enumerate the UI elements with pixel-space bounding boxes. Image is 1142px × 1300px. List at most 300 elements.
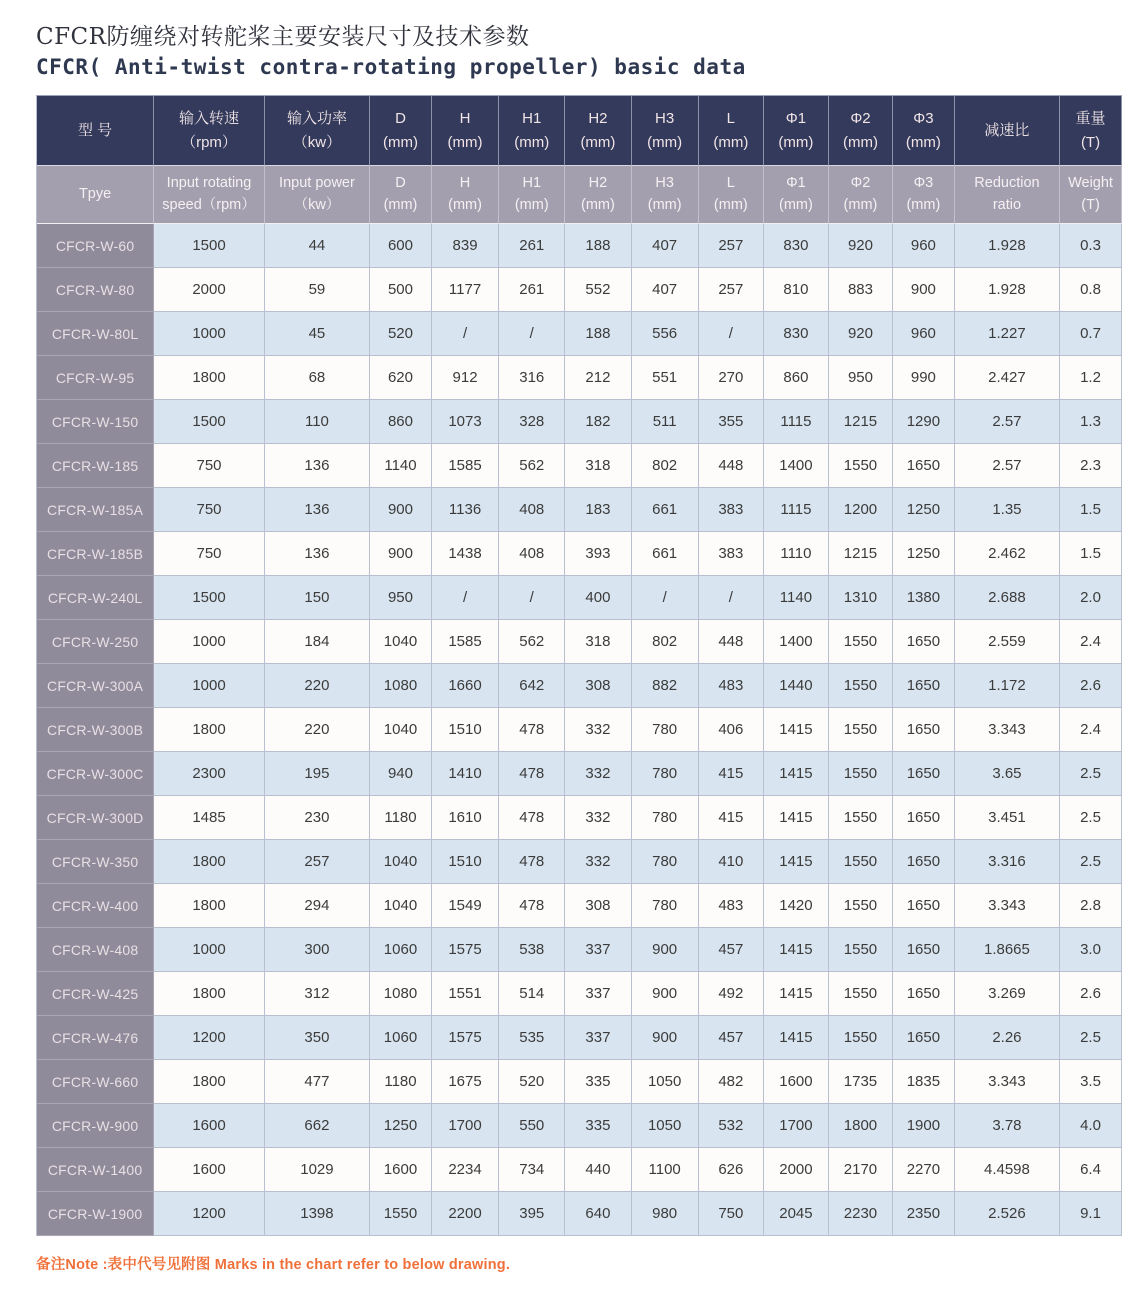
cell-d: 1040 (370, 840, 432, 884)
cell-l: 410 (699, 840, 764, 884)
cell-power: 136 (265, 532, 370, 576)
col-header-h-en: H (mm) (432, 166, 499, 224)
cell-ratio: 1.928 (955, 268, 1060, 312)
cell-ratio: 1.227 (955, 312, 1060, 356)
cell-weight: 6.4 (1060, 1148, 1122, 1192)
cell-h2: 337 (565, 972, 631, 1016)
cell-h2: 308 (565, 884, 631, 928)
row-type-label: CFCR-W-300B (37, 708, 154, 752)
cell-power: 294 (265, 884, 370, 928)
col-header-type-zh: 型 号 (37, 96, 154, 166)
cell-phi1: 1140 (764, 576, 829, 620)
cell-phi2: 1550 (829, 708, 893, 752)
cell-h: 2234 (432, 1148, 499, 1192)
cell-speed: 1200 (154, 1192, 265, 1236)
col-header-power-en: Input power （kw） (265, 166, 370, 224)
cell-power: 1029 (265, 1148, 370, 1192)
row-type-label: CFCR-W-240L (37, 576, 154, 620)
cell-h1: 550 (499, 1104, 565, 1148)
cell-phi3: 1650 (893, 1016, 955, 1060)
cell-ratio: 1.928 (955, 224, 1060, 268)
cell-h2: 182 (565, 400, 631, 444)
cell-d: 1140 (370, 444, 432, 488)
cell-l: 448 (699, 444, 764, 488)
row-type-label: CFCR-W-900 (37, 1104, 154, 1148)
cell-h: 1585 (432, 620, 499, 664)
table-row (37, 664, 1122, 708)
cell-ratio: 3.316 (955, 840, 1060, 884)
table-row (37, 1104, 1122, 1148)
cell-l: / (699, 312, 764, 356)
footnote: 备注Note :表中代号见附图 Marks in the chart refer to below drawing. (36, 1257, 511, 1273)
cell-weight: 2.6 (1060, 972, 1122, 1016)
row-type-label: CFCR-W-250 (37, 620, 154, 664)
cell-h: 1551 (432, 972, 499, 1016)
cell-h: 1136 (432, 488, 499, 532)
cell-speed: 1800 (154, 356, 265, 400)
row-type-label: CFCR-W-80 (37, 268, 154, 312)
table-row (37, 532, 1122, 576)
cell-h3: 661 (632, 532, 699, 576)
cell-h3: 900 (632, 972, 699, 1016)
cell-power: 220 (265, 708, 370, 752)
row-type-label: CFCR-W-1400 (37, 1148, 154, 1192)
cell-h1: 562 (499, 444, 565, 488)
cell-d: 1550 (370, 1192, 432, 1236)
cell-l: 482 (699, 1060, 764, 1104)
cell-power: 150 (265, 576, 370, 620)
cell-weight: 2.5 (1060, 796, 1122, 840)
cell-h3: 780 (632, 708, 699, 752)
cell-power: 45 (265, 312, 370, 356)
cell-h2: 335 (565, 1104, 631, 1148)
row-type-label: CFCR-W-408 (37, 928, 154, 972)
header-row-zh (37, 96, 1122, 166)
cell-power: 220 (265, 664, 370, 708)
cell-d: 1180 (370, 796, 432, 840)
cell-h3: 511 (632, 400, 699, 444)
cell-ratio: 3.269 (955, 972, 1060, 1016)
cell-h2: 212 (565, 356, 631, 400)
cell-h1: 395 (499, 1192, 565, 1236)
cell-h1: 408 (499, 532, 565, 576)
table-row (37, 1060, 1122, 1104)
cell-h: 1549 (432, 884, 499, 928)
cell-h: 1510 (432, 840, 499, 884)
cell-phi2: 2230 (829, 1192, 893, 1236)
col-header-weight-en: Weight (T) (1060, 166, 1122, 224)
cell-phi2: 1200 (829, 488, 893, 532)
cell-weight: 9.1 (1060, 1192, 1122, 1236)
cell-phi1: 860 (764, 356, 829, 400)
cell-speed: 1000 (154, 664, 265, 708)
cell-h1: / (499, 576, 565, 620)
cell-l: 383 (699, 488, 764, 532)
cell-power: 230 (265, 796, 370, 840)
cell-power: 662 (265, 1104, 370, 1148)
cell-h1: 328 (499, 400, 565, 444)
cell-speed: 1800 (154, 840, 265, 884)
cell-power: 1398 (265, 1192, 370, 1236)
cell-h: 1675 (432, 1060, 499, 1104)
col-header-d-zh: D (mm) (370, 96, 432, 166)
cell-phi2: 883 (829, 268, 893, 312)
row-type-label: CFCR-W-350 (37, 840, 154, 884)
cell-ratio: 2.688 (955, 576, 1060, 620)
cell-l: 457 (699, 1016, 764, 1060)
cell-l: 483 (699, 884, 764, 928)
cell-phi3: 1900 (893, 1104, 955, 1148)
cell-h: 1575 (432, 928, 499, 972)
cell-phi3: 1380 (893, 576, 955, 620)
cell-phi3: 900 (893, 268, 955, 312)
cell-weight: 1.5 (1060, 532, 1122, 576)
table-row (37, 840, 1122, 884)
cell-d: 620 (370, 356, 432, 400)
cell-h: 1610 (432, 796, 499, 840)
cell-h1: 478 (499, 752, 565, 796)
cell-speed: 750 (154, 444, 265, 488)
cell-h2: 552 (565, 268, 631, 312)
cell-phi1: 2045 (764, 1192, 829, 1236)
cell-l: 270 (699, 356, 764, 400)
cell-l: 415 (699, 796, 764, 840)
cell-weight: 3.0 (1060, 928, 1122, 972)
table-row (37, 620, 1122, 664)
col-header-phi3-zh: Φ3 (mm) (893, 96, 955, 166)
cell-weight: 4.0 (1060, 1104, 1122, 1148)
cell-h2: 332 (565, 752, 631, 796)
cell-phi3: 1650 (893, 708, 955, 752)
cell-phi1: 1600 (764, 1060, 829, 1104)
row-type-label: CFCR-W-300C (37, 752, 154, 796)
cell-h3: 780 (632, 884, 699, 928)
cell-phi1: 1415 (764, 972, 829, 1016)
row-type-label: CFCR-W-185A (37, 488, 154, 532)
cell-h3: 780 (632, 796, 699, 840)
col-header-weight-zh: 重量 (T) (1060, 96, 1122, 166)
cell-power: 136 (265, 444, 370, 488)
cell-phi3: 1290 (893, 400, 955, 444)
cell-phi1: 1415 (764, 708, 829, 752)
table-row (37, 708, 1122, 752)
cell-phi3: 1835 (893, 1060, 955, 1104)
cell-h: 1177 (432, 268, 499, 312)
cell-l: 532 (699, 1104, 764, 1148)
cell-weight: 2.3 (1060, 444, 1122, 488)
cell-h1: 514 (499, 972, 565, 1016)
col-header-phi1-en: Φ1 (mm) (764, 166, 829, 224)
col-header-type-en: Tpye (37, 166, 154, 224)
cell-phi3: 1650 (893, 620, 955, 664)
cell-phi1: 1115 (764, 488, 829, 532)
cell-l: 448 (699, 620, 764, 664)
cell-phi2: 920 (829, 312, 893, 356)
cell-power: 59 (265, 268, 370, 312)
col-header-h-zh: H (mm) (432, 96, 499, 166)
cell-d: 600 (370, 224, 432, 268)
cell-phi2: 1550 (829, 796, 893, 840)
cell-phi1: 1400 (764, 444, 829, 488)
table-row (37, 884, 1122, 928)
cell-power: 257 (265, 840, 370, 884)
cell-h1: 538 (499, 928, 565, 972)
cell-ratio: 2.427 (955, 356, 1060, 400)
cell-weight: 2.6 (1060, 664, 1122, 708)
cell-ratio: 2.26 (955, 1016, 1060, 1060)
cell-phi3: 1650 (893, 752, 955, 796)
cell-weight: 1.2 (1060, 356, 1122, 400)
col-header-l-zh: L (mm) (699, 96, 764, 166)
cell-phi1: 830 (764, 312, 829, 356)
cell-h1: 478 (499, 884, 565, 928)
cell-d: 1600 (370, 1148, 432, 1192)
cell-power: 300 (265, 928, 370, 972)
cell-speed: 1200 (154, 1016, 265, 1060)
cell-h: / (432, 312, 499, 356)
cell-phi3: 1650 (893, 796, 955, 840)
cell-phi2: 1735 (829, 1060, 893, 1104)
cell-weight: 0.7 (1060, 312, 1122, 356)
cell-phi1: 1415 (764, 1016, 829, 1060)
cell-d: 940 (370, 752, 432, 796)
cell-h3: 780 (632, 752, 699, 796)
cell-power: 195 (265, 752, 370, 796)
cell-power: 110 (265, 400, 370, 444)
cell-d: 1180 (370, 1060, 432, 1104)
cell-h2: 335 (565, 1060, 631, 1104)
table-row (37, 356, 1122, 400)
row-type-label: CFCR-W-185B (37, 532, 154, 576)
col-header-h3-en: H3 (mm) (632, 166, 699, 224)
cell-h2: 332 (565, 840, 631, 884)
col-header-h2-en: H2 (mm) (565, 166, 631, 224)
cell-power: 44 (265, 224, 370, 268)
cell-h3: 551 (632, 356, 699, 400)
cell-phi1: 1700 (764, 1104, 829, 1148)
cell-d: 1040 (370, 884, 432, 928)
cell-weight: 0.8 (1060, 268, 1122, 312)
col-header-l-en: L (mm) (699, 166, 764, 224)
cell-phi2: 1800 (829, 1104, 893, 1148)
cell-h2: 308 (565, 664, 631, 708)
col-header-h1-en: H1 (mm) (499, 166, 565, 224)
cell-phi1: 830 (764, 224, 829, 268)
cell-phi1: 810 (764, 268, 829, 312)
header-row-en (37, 166, 1122, 224)
cell-h: 1585 (432, 444, 499, 488)
cell-l: 750 (699, 1192, 764, 1236)
cell-phi3: 1650 (893, 664, 955, 708)
cell-phi2: 1550 (829, 444, 893, 488)
cell-ratio: 1.35 (955, 488, 1060, 532)
cell-speed: 1500 (154, 576, 265, 620)
cell-phi2: 2170 (829, 1148, 893, 1192)
cell-weight: 2.5 (1060, 1016, 1122, 1060)
cell-h: 1660 (432, 664, 499, 708)
col-header-phi2-en: Φ2 (mm) (829, 166, 893, 224)
cell-h1: 478 (499, 708, 565, 752)
row-type-label: CFCR-W-300A (37, 664, 154, 708)
row-type-label: CFCR-W-150 (37, 400, 154, 444)
col-header-h1-zh: H1 (mm) (499, 96, 565, 166)
cell-phi3: 1650 (893, 444, 955, 488)
cell-power: 477 (265, 1060, 370, 1104)
cell-l: 415 (699, 752, 764, 796)
cell-h: / (432, 576, 499, 620)
cell-d: 1060 (370, 928, 432, 972)
cell-ratio: 1.8665 (955, 928, 1060, 972)
cell-phi3: 960 (893, 312, 955, 356)
col-header-speed-en: Input rotating speed（rpm） (154, 166, 265, 224)
cell-speed: 1800 (154, 884, 265, 928)
cell-phi3: 1650 (893, 972, 955, 1016)
cell-weight: 0.3 (1060, 224, 1122, 268)
cell-ratio: 3.451 (955, 796, 1060, 840)
cell-phi2: 1550 (829, 664, 893, 708)
cell-phi1: 1420 (764, 884, 829, 928)
cell-h: 1410 (432, 752, 499, 796)
table-row (37, 1192, 1122, 1236)
cell-speed: 2000 (154, 268, 265, 312)
cell-h3: 1050 (632, 1104, 699, 1148)
cell-h2: 318 (565, 444, 631, 488)
cell-h3: / (632, 576, 699, 620)
cell-h: 1575 (432, 1016, 499, 1060)
table-row (37, 972, 1122, 1016)
table-row (37, 1148, 1122, 1192)
cell-weight: 2.4 (1060, 708, 1122, 752)
cell-h1: / (499, 312, 565, 356)
cell-h3: 407 (632, 268, 699, 312)
cell-phi1: 1415 (764, 796, 829, 840)
cell-phi2: 1550 (829, 840, 893, 884)
cell-ratio: 2.559 (955, 620, 1060, 664)
table-row (37, 224, 1122, 268)
table-row (37, 400, 1122, 444)
cell-h3: 802 (632, 620, 699, 664)
cell-weight: 3.5 (1060, 1060, 1122, 1104)
spec-table-body (37, 224, 1122, 1236)
cell-phi1: 1415 (764, 840, 829, 884)
cell-power: 136 (265, 488, 370, 532)
cell-weight: 2.8 (1060, 884, 1122, 928)
cell-ratio: 2.57 (955, 400, 1060, 444)
cell-speed: 1485 (154, 796, 265, 840)
cell-h3: 802 (632, 444, 699, 488)
cell-h3: 661 (632, 488, 699, 532)
cell-d: 900 (370, 532, 432, 576)
cell-phi3: 1650 (893, 884, 955, 928)
cell-weight: 2.0 (1060, 576, 1122, 620)
cell-h: 1700 (432, 1104, 499, 1148)
cell-d: 1250 (370, 1104, 432, 1148)
cell-h2: 332 (565, 708, 631, 752)
cell-l: 492 (699, 972, 764, 1016)
cell-power: 312 (265, 972, 370, 1016)
cell-ratio: 2.526 (955, 1192, 1060, 1236)
cell-d: 500 (370, 268, 432, 312)
cell-ratio: 3.343 (955, 1060, 1060, 1104)
row-type-label: CFCR-W-660 (37, 1060, 154, 1104)
cell-d: 950 (370, 576, 432, 620)
cell-l: 406 (699, 708, 764, 752)
table-row (37, 1016, 1122, 1060)
table-row (37, 312, 1122, 356)
cell-phi3: 990 (893, 356, 955, 400)
cell-l: 257 (699, 268, 764, 312)
cell-weight: 2.5 (1060, 752, 1122, 796)
cell-h2: 393 (565, 532, 631, 576)
row-type-label: CFCR-W-80L (37, 312, 154, 356)
cell-speed: 1000 (154, 928, 265, 972)
cell-phi2: 1550 (829, 620, 893, 664)
cell-phi2: 920 (829, 224, 893, 268)
cell-d: 860 (370, 400, 432, 444)
cell-phi2: 1215 (829, 532, 893, 576)
cell-phi1: 1440 (764, 664, 829, 708)
col-header-h2-zh: H2 (mm) (565, 96, 631, 166)
cell-d: 1080 (370, 664, 432, 708)
cell-l: 483 (699, 664, 764, 708)
cell-l: 257 (699, 224, 764, 268)
cell-phi2: 1550 (829, 884, 893, 928)
cell-l: 626 (699, 1148, 764, 1192)
cell-weight: 1.3 (1060, 400, 1122, 444)
cell-h: 912 (432, 356, 499, 400)
cell-phi3: 2270 (893, 1148, 955, 1192)
cell-h2: 188 (565, 312, 631, 356)
cell-ratio: 3.343 (955, 884, 1060, 928)
spec-table-head (37, 96, 1122, 224)
cell-speed: 1000 (154, 312, 265, 356)
table-row (37, 444, 1122, 488)
cell-d: 1060 (370, 1016, 432, 1060)
col-header-phi2-zh: Φ2 (mm) (829, 96, 893, 166)
cell-phi1: 1115 (764, 400, 829, 444)
col-header-power-zh: 输入功率 （kw） (265, 96, 370, 166)
cell-h2: 440 (565, 1148, 631, 1192)
cell-d: 1040 (370, 708, 432, 752)
table-row (37, 576, 1122, 620)
cell-speed: 2300 (154, 752, 265, 796)
cell-h: 1438 (432, 532, 499, 576)
row-type-label: CFCR-W-185 (37, 444, 154, 488)
table-row (37, 268, 1122, 312)
cell-speed: 1800 (154, 708, 265, 752)
cell-h1: 734 (499, 1148, 565, 1192)
cell-d: 520 (370, 312, 432, 356)
cell-phi3: 1650 (893, 928, 955, 972)
cell-h3: 556 (632, 312, 699, 356)
col-header-d-en: D (mm) (370, 166, 432, 224)
cell-l: 355 (699, 400, 764, 444)
col-header-ratio-zh: 减速比 (955, 96, 1060, 166)
col-header-speed-zh: 输入转速 （rpm） (154, 96, 265, 166)
cell-h: 2200 (432, 1192, 499, 1236)
row-type-label: CFCR-W-476 (37, 1016, 154, 1060)
page-title-en: CFCR( Anti-twist contra-rotating propeller) basic data (36, 55, 746, 79)
cell-h1: 520 (499, 1060, 565, 1104)
row-type-label: CFCR-W-95 (37, 356, 154, 400)
cell-phi2: 1550 (829, 1016, 893, 1060)
cell-phi3: 960 (893, 224, 955, 268)
table-row (37, 928, 1122, 972)
cell-h: 1510 (432, 708, 499, 752)
cell-h1: 562 (499, 620, 565, 664)
cell-h3: 1100 (632, 1148, 699, 1192)
cell-phi3: 2350 (893, 1192, 955, 1236)
